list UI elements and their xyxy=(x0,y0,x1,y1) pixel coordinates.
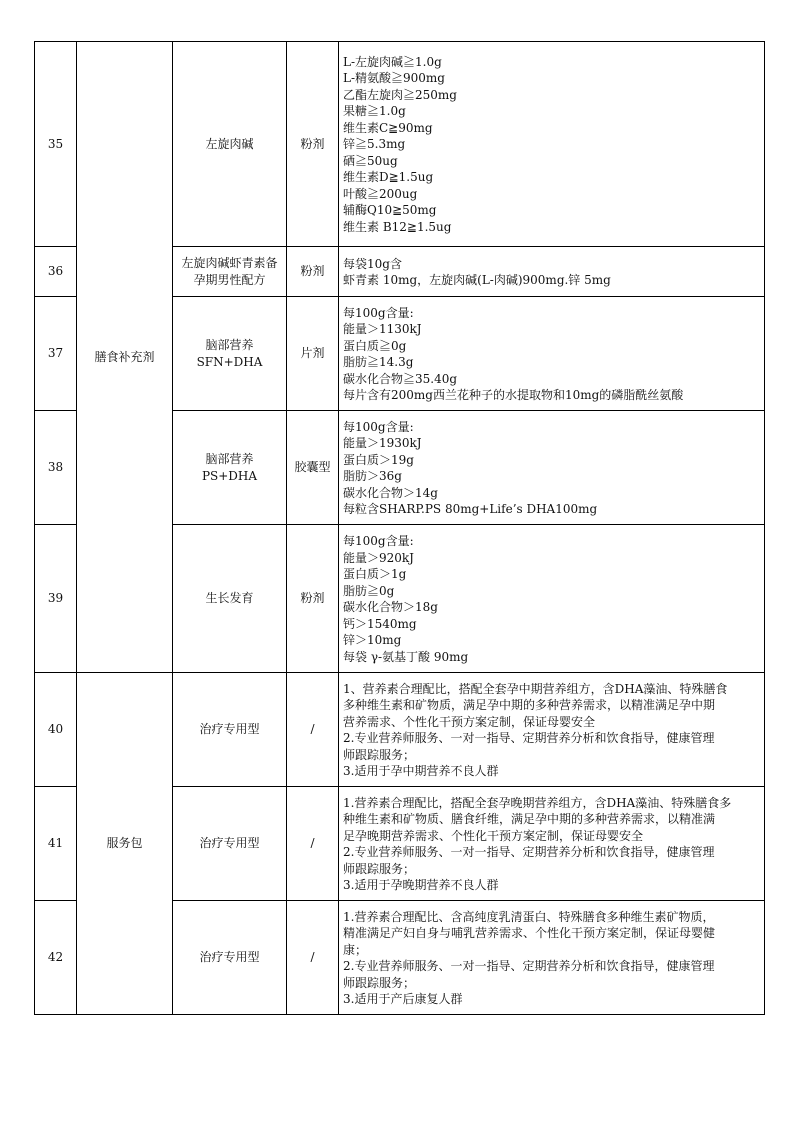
specification-cell xyxy=(339,247,765,297)
specification-line: 师跟踪服务； xyxy=(343,747,416,762)
product-name-line: 左旋肉碱 xyxy=(205,136,254,151)
row-number: 41 xyxy=(35,787,77,901)
specification-line: 蛋白质＞1g xyxy=(343,567,407,581)
dosage-form-cell: 粉剂 xyxy=(287,42,339,247)
specification-cell xyxy=(339,673,765,787)
specification-line: 能量＞1930kJ xyxy=(343,436,422,450)
specification-line: 种维生素和矿物质、膳食纤维，满足孕中期的多种营养需求，以精准满 xyxy=(343,812,716,826)
specification-line: 乙酯左旋肉≧250mg xyxy=(343,87,457,102)
specification-cell xyxy=(339,297,765,411)
product-name-line: 脑部营养 xyxy=(205,338,254,352)
product-name-line: PS+DHA xyxy=(201,468,258,483)
row-number: 35 xyxy=(35,42,77,247)
specification-line: 蛋白质≧0g xyxy=(343,338,407,353)
product-name-line: 孕期男性配方 xyxy=(193,272,266,287)
specification-line: 多种维生素和矿物质，满足孕中期的多种营养需求，以精准满足孕中期 xyxy=(343,698,716,712)
specification-line: 脂肪＞36g xyxy=(343,469,402,483)
table-row xyxy=(35,42,765,247)
dosage-form-cell: / xyxy=(287,901,339,1015)
specification-line: 每片含有200mg西兰花种子的水提取物和10mg的磷脂酰丝氨酸 xyxy=(343,388,684,402)
specification-line: 每100g含量: xyxy=(343,534,414,548)
product-name-line: 脑部营养 xyxy=(205,452,254,466)
specification-cell xyxy=(339,42,765,247)
dosage-form-cell: 粉剂 xyxy=(287,247,339,297)
product-name-line: SFN+DHA xyxy=(196,354,263,369)
specification-line: 碳水化合物＞18g xyxy=(343,600,438,614)
specification-line: 每袋 γ-氨基丁酸 90mg xyxy=(343,649,469,664)
specification-line: 果糖≧1.0g xyxy=(343,104,406,119)
specification-line: 锌＞10mg xyxy=(343,633,402,647)
specification-line: 1、营养素合理配比，搭配全套孕中期营养组方，含DHA藻油、特殊膳食 xyxy=(343,681,728,696)
product-name-cell xyxy=(173,787,287,901)
product-name-cell xyxy=(173,247,287,297)
specification-cell xyxy=(339,411,765,525)
specification-line: 维生素D≧1.5ug xyxy=(343,170,434,185)
specification-line: 锌≧5.3mg xyxy=(343,137,406,152)
specification-line: 营养需求、个性化干预方案定制，保证母婴安全 xyxy=(343,714,596,729)
specification-line: 1.营养素合理配比，搭配全套孕晚期营养组方，含DHA藻油、特殊膳食多 xyxy=(343,795,732,810)
specification-line: 每粒含SHARP.PS 80mg+Life’s DHA100mg xyxy=(343,502,598,516)
specification-line: 每100g含量: xyxy=(343,305,414,320)
dosage-form-cell: 片剂 xyxy=(287,297,339,411)
product-table-body xyxy=(35,42,765,1015)
specification-line: 碳水化合物＞14g xyxy=(343,485,438,500)
row-number: 36 xyxy=(35,247,77,297)
specification-line: 碳水化合物≧35.40g xyxy=(343,371,458,386)
specification-line: 虾青素 10mg，左旋肉碱(L-肉碱)900mg.锌 5mg xyxy=(343,273,611,287)
specification-line: 钙＞1540mg xyxy=(343,616,417,631)
specification-line: 硒≧50ug xyxy=(343,153,398,168)
specification-cell xyxy=(339,525,765,673)
product-table xyxy=(34,41,765,1015)
specification-line: 3.适用于孕中期营养不良人群 xyxy=(343,764,499,778)
row-number: 37 xyxy=(35,297,77,411)
dosage-form-cell: 粉剂 xyxy=(287,525,339,673)
specification-line: 3.适用于孕晚期营养不良人群 xyxy=(343,878,499,892)
product-name-cell xyxy=(173,42,287,247)
dosage-form-cell: / xyxy=(287,673,339,787)
specification-line: 脂肪≧14.3g xyxy=(343,355,414,369)
specification-line: 2.专业营养师服务、一对一指导、定期营养分析和饮食指导，健康管理 xyxy=(343,731,715,745)
row-number: 42 xyxy=(35,901,77,1015)
specification-line: 蛋白质＞19g xyxy=(343,452,414,467)
specification-line: 师跟踪服务； xyxy=(343,975,416,990)
specification-line: 康； xyxy=(343,942,368,957)
specification-line: L-精氨酸≧900mg xyxy=(343,71,445,86)
specification-line: 脂肪≧0g xyxy=(343,583,395,598)
dosage-form-cell: / xyxy=(287,787,339,901)
category-cell: 膳食补充剂 xyxy=(77,42,173,673)
specification-line: 师跟踪服务； xyxy=(343,861,416,876)
product-name-line: 治疗专用型 xyxy=(199,950,260,965)
specification-line: 每袋10g含 xyxy=(343,256,402,271)
specification-line: 辅酶Q10≧50mg xyxy=(343,203,437,218)
category-cell: 服务包 xyxy=(77,673,173,1015)
product-name-cell xyxy=(173,901,287,1015)
specification-line: 每100g含量: xyxy=(343,419,414,434)
product-name-line: 左旋肉碱虾青素备 xyxy=(181,256,278,270)
row-number: 39 xyxy=(35,525,77,673)
specification-line: 足孕晚期营养需求、个性化干预方案定制，保证母婴安全 xyxy=(343,828,644,843)
dosage-form-cell: 胶囊型 xyxy=(287,411,339,525)
specification-line: 维生素C≧90mg xyxy=(343,120,433,135)
product-name-cell xyxy=(173,673,287,787)
product-name-line: 治疗专用型 xyxy=(199,722,260,737)
product-name-cell xyxy=(173,411,287,525)
product-name-line: 治疗专用型 xyxy=(199,836,260,851)
specification-line: 能量＞1130kJ xyxy=(343,322,422,336)
specification-line: 精准满足产妇自身与哺乳营养需求、个性化干预方案定制，保证母婴健 xyxy=(343,926,716,940)
product-name-line: 生长发育 xyxy=(205,591,254,606)
specification-cell xyxy=(339,901,765,1015)
specification-line: 叶酸≧200ug xyxy=(343,186,418,201)
specification-line: 维生素 B12≧1.5ug xyxy=(343,219,452,234)
specification-line: 1.营养素合理配比、含高纯度乳清蛋白、特殊膳食多种维生素矿物质， xyxy=(343,909,715,924)
specification-line: 2.专业营养师服务、一对一指导、定期营养分析和饮食指导，健康管理 xyxy=(343,845,715,859)
specification-cell xyxy=(339,787,765,901)
specification-line: 3.适用于产后康复人群 xyxy=(343,992,463,1006)
specification-line: 能量＞920kJ xyxy=(343,550,414,565)
table-row xyxy=(35,673,765,787)
product-name-cell xyxy=(173,525,287,673)
row-number: 40 xyxy=(35,673,77,787)
specification-line: 2.专业营养师服务、一对一指导、定期营养分析和饮食指导，健康管理 xyxy=(343,959,715,973)
row-number: 38 xyxy=(35,411,77,525)
specification-line: L-左旋肉碱≧1.0g xyxy=(343,54,442,69)
product-name-cell xyxy=(173,297,287,411)
